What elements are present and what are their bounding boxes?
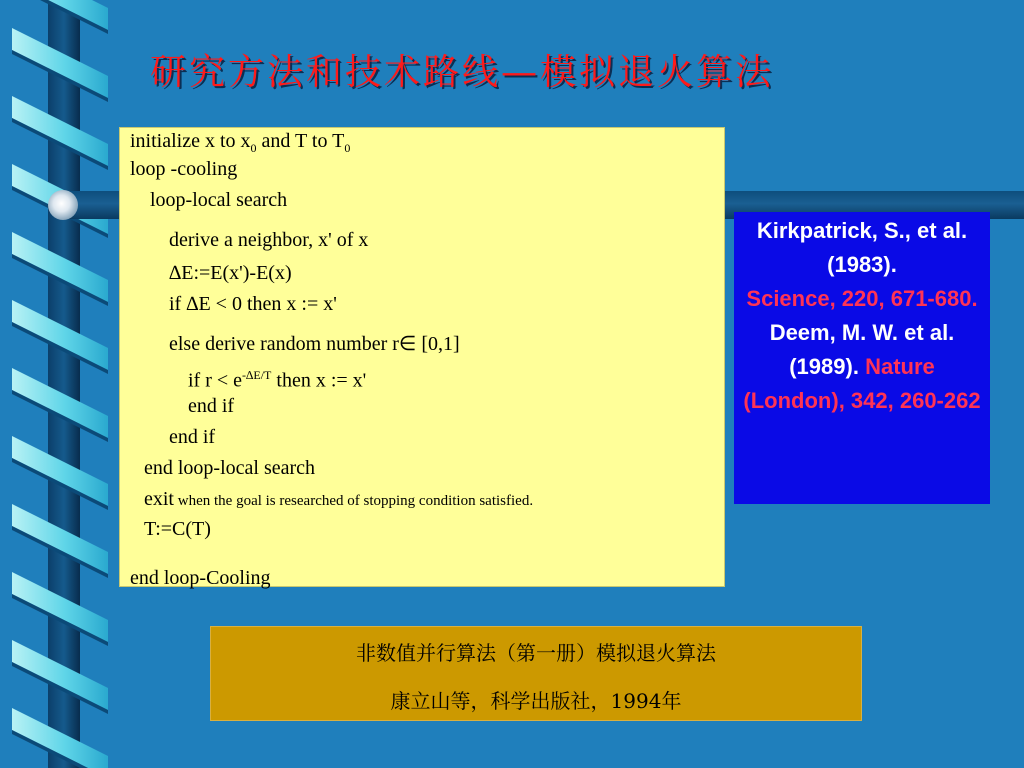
reference-1-authors: Kirkpatrick, S., et al. (1983). — [756, 218, 968, 277]
reference-2-journal: Nature (London), 342, 260-262 — [743, 354, 981, 413]
decorative-ribbon — [0, 0, 112, 768]
book-title: 非数值并行算法（第一册）模拟退火算法 — [356, 641, 716, 665]
book-reference-box — [210, 626, 862, 721]
algo-line-else-random: else derive random number r∈ [0,1] — [169, 333, 460, 355]
reference-2 — [738, 316, 986, 418]
algorithm-box — [119, 127, 725, 587]
algo-line-update-t: T:=C(T) — [144, 518, 211, 540]
reference-1-journal: Science, 220, 671-680. — [746, 286, 978, 311]
algo-line-exit: exit when the goal is researched of stopping condition satisfied. — [144, 488, 534, 510]
algo-line-delta: ∆E:=E(x')-E(x) — [169, 262, 292, 284]
algo-line-end-if-inner: end if — [188, 395, 235, 417]
slide-title: 研究方法和技术路线—模拟退火算法 — [150, 52, 775, 93]
algo-line-if-delta: if ∆E < 0 then x := x' — [169, 293, 337, 315]
algo-line-if-r: if $r < e^{-\Delta E/T}$ then x := x' — [188, 368, 367, 392]
book-publisher: 康立山等，科学出版社，1994年 — [390, 689, 682, 713]
algo-line-end-loop-cooling: end loop-Cooling — [130, 567, 271, 589]
algo-line-end-if-outer: end if — [169, 426, 216, 448]
algo-line-loop-local: loop-local search — [150, 189, 288, 211]
algo-line-init: initialize x to $x_0$ and T to $T_0$ — [130, 130, 351, 155]
reference-2-authors: Deem, M. W. et al. (1989). — [769, 320, 955, 379]
algo-line-neighbor: derive a neighbor, x' of x — [169, 229, 369, 251]
algo-line-end-loop-local: end loop-local search — [144, 457, 316, 479]
algo-line-loop-cooling: loop -cooling — [130, 158, 238, 180]
references-box — [734, 212, 990, 504]
rod-knob-icon — [48, 190, 78, 220]
